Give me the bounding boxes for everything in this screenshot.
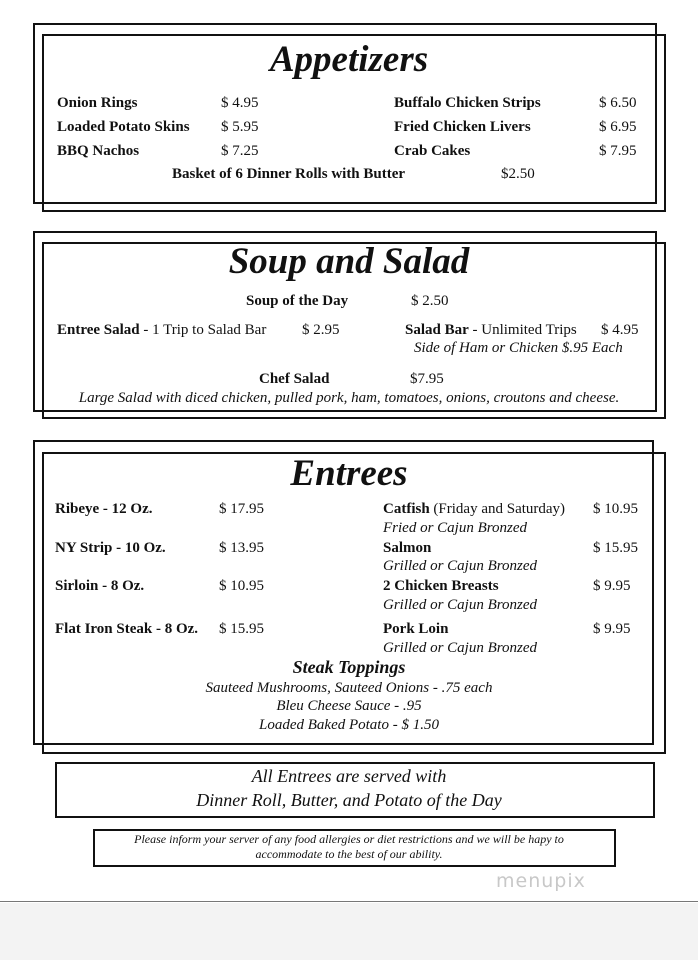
entree-name: NY Strip - 10 Oz. (55, 540, 166, 556)
entree-price: $ 10.95 (593, 501, 638, 517)
chef-salad-price: $7.95 (410, 371, 444, 387)
appetizer-name: Loaded Potato Skins (57, 119, 190, 135)
appetizers-title: Appetizers (269, 39, 429, 80)
entrees-title: Entrees (290, 453, 408, 494)
salad-bar-name: Salad Bar (405, 322, 469, 338)
entree-price: $ 13.95 (219, 540, 264, 556)
salad-bar-price: $ 4.95 (601, 322, 639, 338)
appetizer-price: $ 7.95 (599, 143, 637, 159)
allergy-line2: accommodate to the best of our ability. (255, 847, 443, 861)
topping-line: Sauteed Mushrooms, Sauteed Onions - .75 each (205, 680, 493, 696)
appetizer-name: Buffalo Chicken Strips (394, 95, 541, 111)
entree-price: $ 15.95 (593, 540, 638, 556)
entree-salad-name: Entree Salad (57, 322, 140, 338)
served-with-line2: Dinner Roll, Butter, and Potato of the Day (196, 790, 502, 810)
appetizer-price: $ 6.95 (599, 119, 637, 135)
entree-name: Ribeye - 12 Oz. (55, 501, 153, 517)
catfish (383, 501, 565, 518)
salad-bar-desc: - Unlimited Trips (468, 322, 577, 338)
entree-price: $ 9.95 (593, 578, 631, 594)
entree-prep: Grilled or Cajun Bronzed (383, 640, 538, 656)
scan-edge-line (0, 901, 698, 902)
chef-salad-name: Chef Salad (259, 371, 330, 387)
soup-name: Soup of the Day (246, 293, 349, 309)
entree-prep: Grilled or Cajun Bronzed (383, 597, 538, 613)
appetizer-name: Fried Chicken Livers (394, 119, 531, 135)
scan-bottom-strip (0, 903, 698, 960)
rolls-name: Basket of 6 Dinner Rolls with Butter (172, 166, 406, 182)
appetizer-price: $ 7.25 (221, 143, 259, 159)
entree-price: $ 9.95 (593, 621, 631, 637)
steak-toppings-title: Steak Toppings (292, 657, 406, 677)
entree-name: 2 Chicken Breasts (383, 578, 499, 594)
catfish-name: Catfish (383, 501, 430, 517)
entree-prep: Grilled or Cajun Bronzed (383, 558, 538, 574)
entree-name: Sirloin - 8 Oz. (55, 578, 145, 594)
appetizer-price: $ 4.95 (221, 95, 259, 111)
topping-line: Bleu Cheese Sauce - .95 (276, 698, 422, 714)
appetizer-name: BBQ Nachos (57, 143, 140, 159)
entree-salad (57, 322, 266, 339)
salad-bar (405, 322, 577, 339)
entree-prep: Fried or Cajun Bronzed (383, 520, 528, 536)
entree-price: $ 10.95 (219, 578, 264, 594)
entree-price: $ 17.95 (219, 501, 264, 517)
entree-price: $ 15.95 (219, 621, 264, 637)
allergy-line1: Please inform your server of any food allergies or diet restrictions and we will be hapy to (134, 832, 564, 846)
entree-salad-desc: - 1 Trip to Salad Bar (139, 322, 267, 338)
entree-salad-price: $ 2.95 (302, 322, 340, 338)
entree-name: Pork Loin (383, 621, 449, 637)
salad-bar-note: Side of Ham or Chicken $.95 Each (414, 340, 623, 356)
served-with-line1: All Entrees are served with (251, 766, 447, 786)
entree-name: Salmon (383, 540, 432, 556)
appetizer-name: Onion Rings (57, 95, 138, 111)
catfish-extra: (Friday and Saturday) (429, 501, 566, 517)
menupix-watermark: menupix (496, 870, 586, 892)
appetizer-price: $ 6.50 (599, 95, 637, 111)
rolls-price: $2.50 (501, 166, 535, 182)
chef-salad-desc: Large Salad with diced chicken, pulled pork, ham, tomatoes, onions, croutons and cheese. (78, 390, 620, 406)
entree-name: Flat Iron Steak - 8 Oz. (55, 621, 199, 637)
appetizer-name: Crab Cakes (394, 143, 471, 159)
appetizer-price: $ 5.95 (221, 119, 259, 135)
topping-line: Loaded Baked Potato - $ 1.50 (259, 717, 439, 733)
soup-price: $ 2.50 (411, 293, 449, 309)
soup-salad-title: Soup and Salad (228, 241, 470, 282)
